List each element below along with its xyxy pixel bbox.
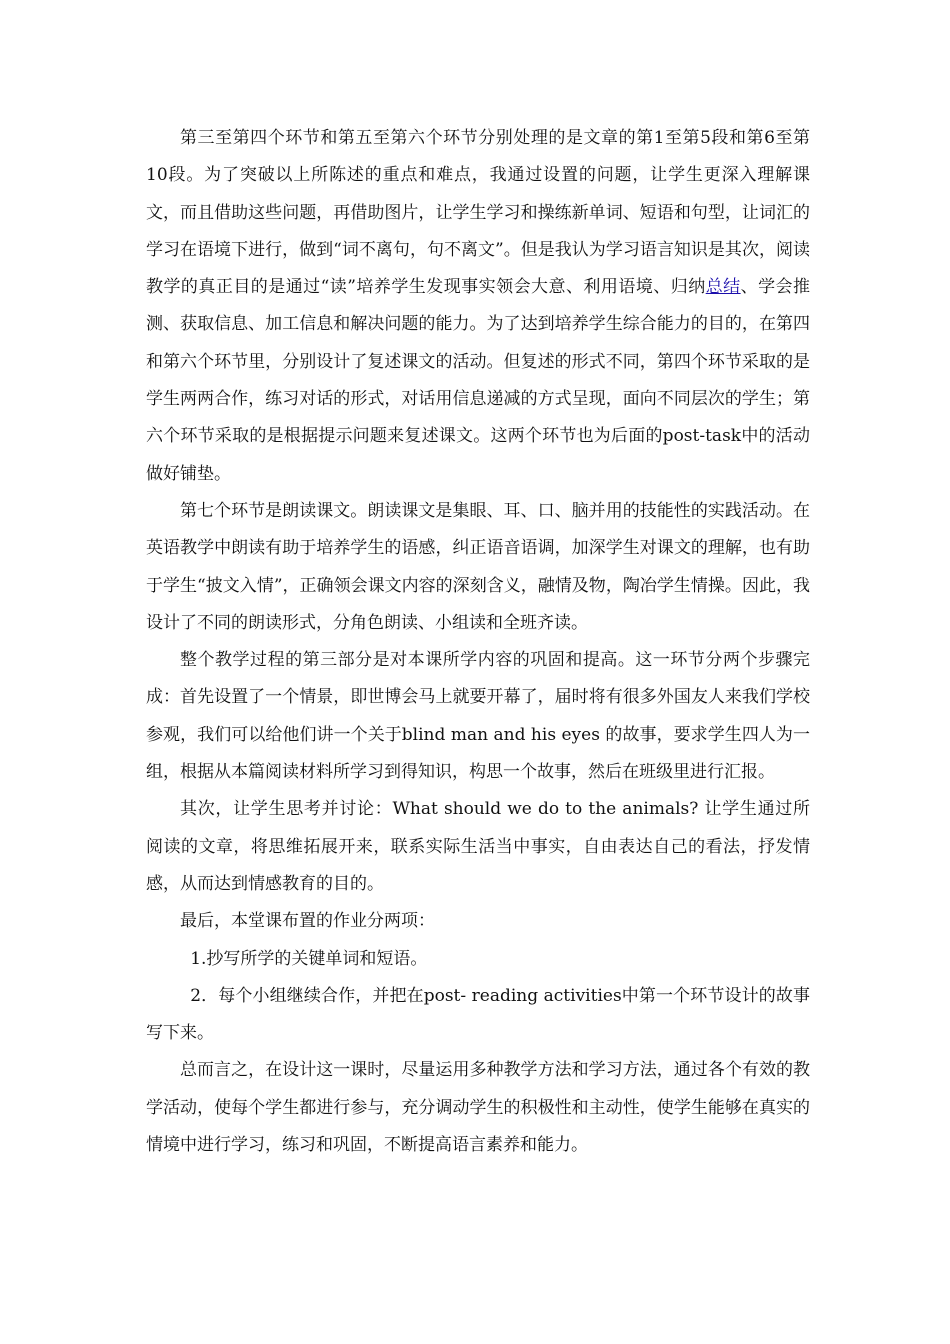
paragraph-part-3-consolidation: 整个教学过程的第三部分是对本课所学内容的巩固和提高。这一环节分两个步骤完成：首先设置了一个情景，即世博会马上就要开幕了，届时将有很多外国友人来我们学校参观，我们可以给他们讲一个关于blind man and his eyes 的故事，要求学生四人为一组，根据从本篇阅读材料所学习到得知识，构思一个故事，然后在班级里进行汇报。 <box>146 650 810 783</box>
paragraph-conclusion: 总而言之，在设计这一课时，尽量运用多种教学方法和学习方法，通过各个有效的教学活动，使每个学生都进行参与，充分调动学生的积极性和主动性，使学生能够在真实的情境中进行学习，练习和巩固，不断提高语言素养和能力。 <box>146 1060 810 1156</box>
paragraph-lesson-steps-3-6 <box>146 120 810 493</box>
paragraph-step-7-reading: 第七个环节是朗读课文。朗读课文是集眼、耳、口、脑并用的技能性的实践活动。在英语教学中朗读有助于培养学生的语感，纠正语音语调，加深学生对课文的理解，也有助于学生“披文入情”，正确领会课文内容的深刻含义，融情及物，陶冶学生情操。因此，我设计了不同的朗读形式，分角色朗读、小组读和全班齐读。 <box>146 500 810 633</box>
paragraph-text: 、学会推测、获取信息、加工信息和解决问题的能力。为了达到培养学生综合能力的目的，在第四和第六个环节里，分别设计了复述课文的活动。但复述的形式不同，第四个环节采取的是学生两两合作，练习对话的形式，对话用信息递减的方式呈现，面向不同层次的学生；第六个环节采取的是根据提示问题来复述课文。这两个环节也为后面的post-task中的活动做好铺垫。 <box>146 277 811 484</box>
paragraph-discussion: 其次，让学生思考并讨论：What should we do to the animals? 让学生通过所阅读的文章，将思维拓展开来，联系实际生活当中事实，自由表达自己的看法，抒发情感，从而达到情感教育的目的。 <box>146 799 810 894</box>
homework-item-2: 2．每个小组继续合作，并把在post- reading activities中第一个环节设计的故事写下来。 <box>146 985 810 1044</box>
homework-item-1: 1.抄写所学的关键单词和短语。 <box>190 948 428 969</box>
paragraph-homework-intro: 最后，本堂课布置的作业分两项： <box>180 911 435 932</box>
summary-link[interactable]: 总结 <box>705 277 741 298</box>
paragraph-text: 第三至第四个环节和第五至第六个环节分别处理的是文章的第1至第5段和第6至第10段。为了突破以上所陈述的重点和难点，我通过设置的问题，让学生更深入理解课文，而且借助这些问题，再借助图片，让学生学习和操练新单词、短语和句型，让词汇的学习在语境下进行，做到“词不离句，句不离文”。但是我认为学习语言知识是其次，阅读教学的真正目的是通过“读”培养学生发现事实领会大意、利用语境、归纳 <box>146 128 810 298</box>
document-body <box>146 120 810 1164</box>
